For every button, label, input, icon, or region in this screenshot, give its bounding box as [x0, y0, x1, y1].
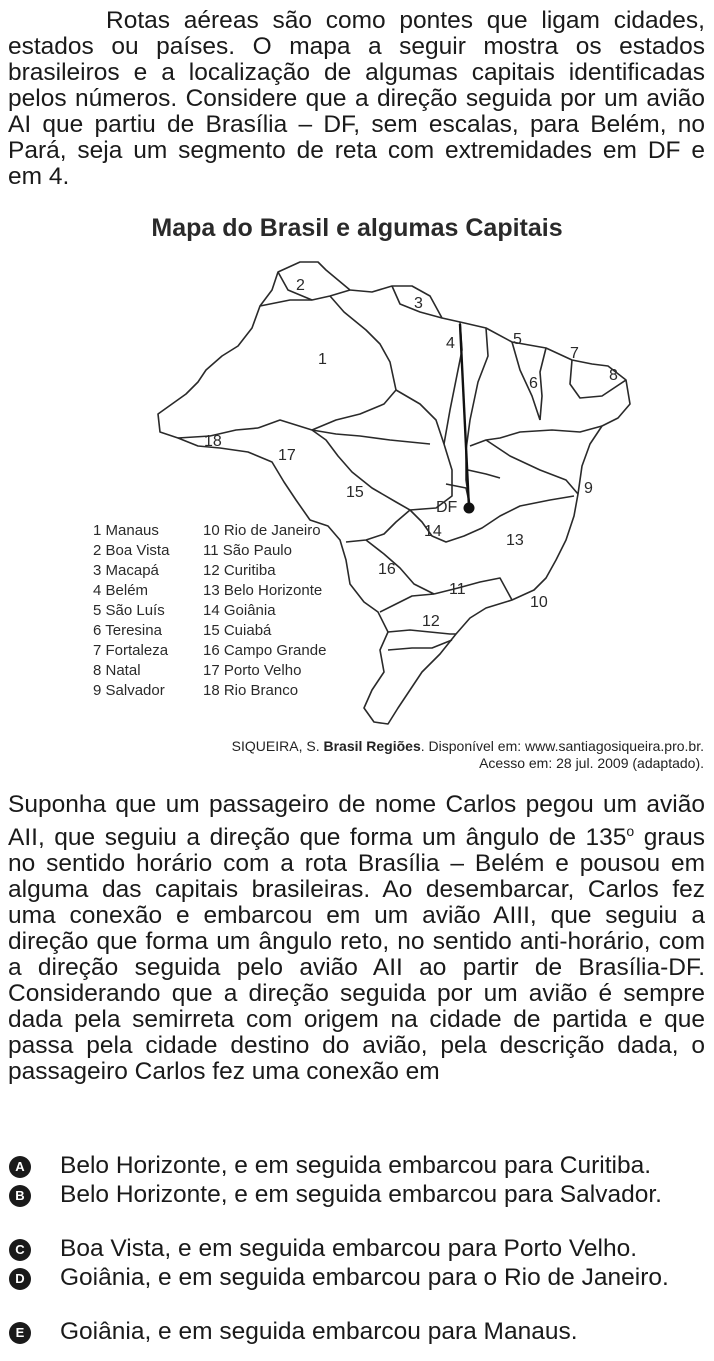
df-marker [464, 503, 475, 514]
option-text: Goiânia, e em seguida embarcou para o Rio de Janeiro. [60, 1264, 669, 1291]
map-number-5: 5 [513, 331, 522, 348]
legend-item: 11 São Paulo [203, 542, 292, 559]
legend-item: 3 Macapá [93, 562, 159, 579]
route-line [460, 324, 469, 508]
option-letter-badge: E [9, 1322, 31, 1344]
legend-item: 14 Goiânia [203, 602, 276, 619]
degree-superscript: o [626, 823, 635, 839]
question-paragraph [8, 792, 705, 1085]
map-number-10: 10 [530, 594, 548, 611]
source-access: Acesso em: 28 jul. 2009 (adaptado). [479, 755, 704, 771]
legend-item: 9 Salvador [93, 682, 165, 699]
option-text: Belo Horizonte, e em seguida embarcou para Curitiba. [60, 1152, 652, 1179]
map-number-14: 14 [424, 523, 442, 540]
legend-item: 1 Manaus [93, 522, 159, 539]
map-legend [93, 522, 326, 699]
legend-item: 7 Fortaleza [93, 642, 169, 659]
legend-item: 5 São Luís [93, 602, 165, 619]
df-label: DF [436, 499, 458, 516]
legend-item: 17 Porto Velho [203, 662, 302, 679]
option-text: Goiânia, e em seguida embarcou para Manaus. [60, 1318, 578, 1345]
option-text: Belo Horizonte, e em seguida embarcou para Salvador. [60, 1181, 662, 1208]
map-number-13: 13 [506, 532, 524, 549]
legend-item: 8 Natal [93, 662, 141, 679]
legend-item: 16 Campo Grande [203, 642, 327, 659]
legend-item: 15 Cuiabá [203, 622, 272, 639]
map-number-8: 8 [609, 367, 618, 384]
option-letter-badge: D [9, 1268, 31, 1290]
map-number-18: 18 [204, 433, 222, 450]
question-text-b: graus no sentido horário com a rota Brasília – Belém e pousou em alguma das capitais brasileiras. Ao desembarcar, Carlos fez uma conexão e embarcou em um avião AIII, que seguiu a direção que forma um ângulo reto, no sentido anti-horário, com a direção seguida pelo avião AII ao partir de Brasília-DF. Considerando que a direção seguida por um avião é sempre dada pela semirreta com origem na cidade de partida e que passa pela cidade destino do avião, pela descrição dada, o passageiro Carlos fez uma conexão em [8, 824, 706, 1086]
brazil-map [0, 248, 714, 733]
map-number-17: 17 [278, 447, 296, 464]
map-number-9: 9 [584, 480, 593, 497]
legend-item: 10 Rio de Janeiro [203, 522, 321, 539]
map-title: Mapa do Brasil e algumas Capitais [151, 214, 563, 242]
legend-item: 18 Rio Branco [203, 682, 299, 699]
map-number-12: 12 [422, 613, 440, 630]
source-title: Brasil Regiões [323, 738, 421, 754]
legend-item: 4 Belém [93, 582, 149, 599]
legend-item: 2 Boa Vista [93, 542, 170, 559]
map-number-4: 4 [446, 335, 455, 352]
map-source [104, 738, 704, 772]
question-text-a: Suponha que um passageiro de nome Carlos pegou um avião AII, que seguiu a direção que forma um ângulo de 135 [8, 791, 705, 852]
intro-paragraph: Rotas aéreas são como pontes que ligam cidades, estados ou países. O mapa a seguir mostra os estados brasileiros e a localização de algumas capitais identificadas pelos números. Considere que a direção seguida por um avião AI que partiu de Brasília – DF, sem escalas, para Belém, no Pará, seja um segmento de reta com extremidades em DF e em 4. [8, 7, 705, 190]
map-number-16: 16 [378, 561, 396, 578]
legend-item: 6 Teresina [93, 622, 162, 639]
map-number-15: 15 [346, 484, 364, 501]
option-letter-badge: A [9, 1156, 31, 1178]
option-letter-badge: B [9, 1185, 31, 1207]
option-text: Boa Vista, e em seguida embarcou para Porto Velho. [60, 1235, 638, 1262]
source-rest: . Disponível em: www.santiagosiqueira.pro.br. [420, 738, 704, 754]
legend-item: 12 Curitiba [203, 562, 276, 579]
option-letter-badge: C [9, 1239, 31, 1261]
map-number-11: 11 [449, 581, 466, 598]
map-number-6: 6 [529, 375, 538, 392]
map-number-1: 1 [318, 351, 327, 368]
map-number-7: 7 [570, 345, 579, 362]
map-number-3: 3 [414, 295, 423, 312]
legend-item: 13 Belo Horizonte [203, 582, 323, 599]
map-number-2: 2 [296, 277, 305, 294]
source-author: SIQUEIRA, S. [231, 738, 324, 754]
